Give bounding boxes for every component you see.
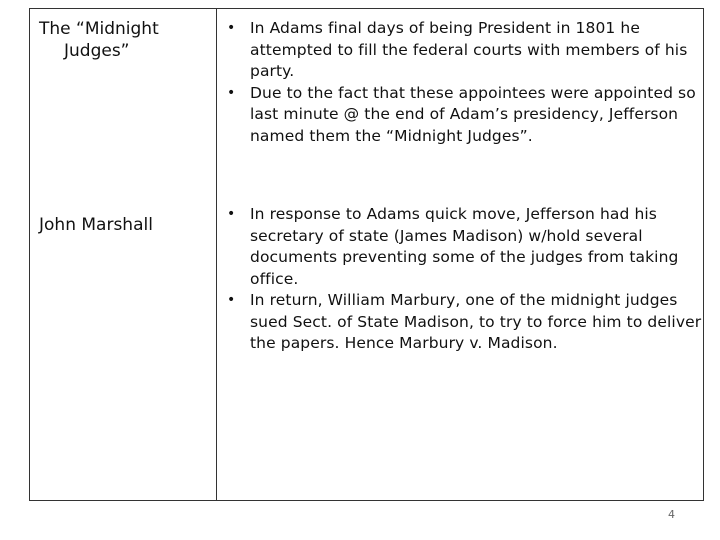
term-label-line2: Judges” xyxy=(64,41,130,61)
bullet-icon: • xyxy=(227,20,236,36)
bullet-item xyxy=(226,290,702,355)
bullet-icon: • xyxy=(227,84,236,101)
notes-table xyxy=(29,8,704,501)
term-label-line1: The “Midnight xyxy=(39,19,159,39)
term-label-line1: John Marshall xyxy=(39,215,153,235)
midnight-judges-bullet-list xyxy=(226,18,702,147)
bullet-text: In return, William Marbury, one of the midnight judges sued Sect. of State Madison, to try to force him to deliver the papers. Hence Marbury v. Madison. xyxy=(250,291,702,352)
bullet-item xyxy=(226,18,702,83)
bullet-item xyxy=(226,83,702,148)
bullet-text: Due to the fact that these appointees were appointed so last minute @ the end of Adam’s presidency, Jefferson named them the “Midnight Judges”. xyxy=(250,83,696,145)
column-divider xyxy=(216,9,217,500)
bullet-text: In response to Adams quick move, Jefferson had his secretary of state (James Madison) w/hold several documents preventing some of the judges from taking office. xyxy=(250,205,679,288)
bullet-item xyxy=(226,204,702,290)
bullet-icon: • xyxy=(227,292,236,308)
bullet-icon: • xyxy=(227,206,236,222)
john-marshall-bullet-list xyxy=(226,204,702,355)
term-midnight-judges xyxy=(39,18,211,62)
bullet-text: In Adams final days of being President in 1801 he attempted to fill the federal courts with members of his party. xyxy=(250,19,688,80)
term-john-marshall xyxy=(39,214,211,236)
page-number: 4 xyxy=(668,508,675,521)
